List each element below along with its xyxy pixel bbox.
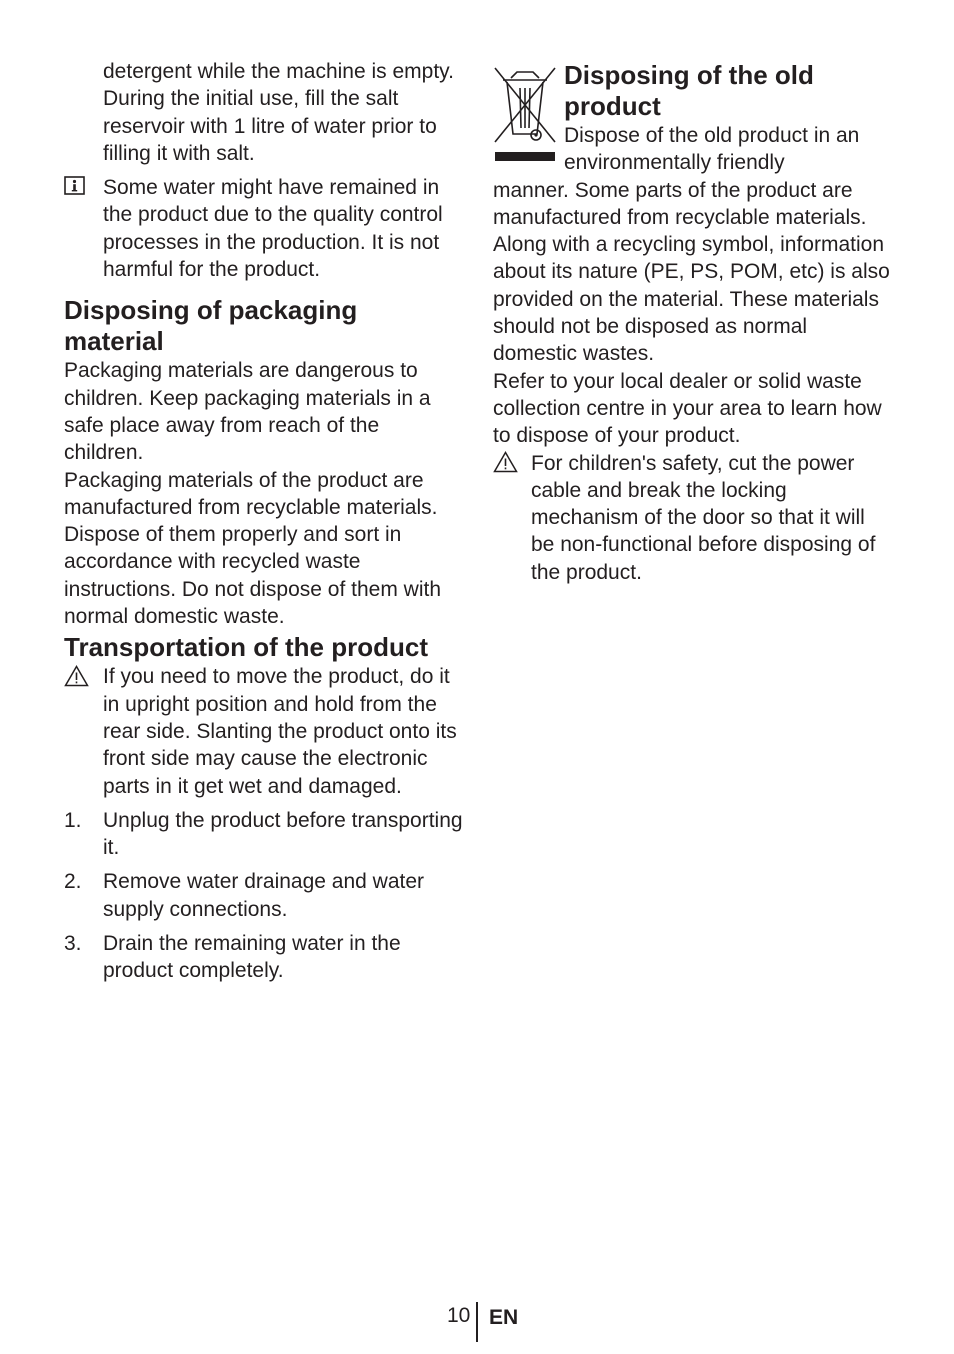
- disposal-paragraph-lead: Dispose of the old product in an environmentally friendly: [564, 124, 860, 175]
- disposal-paragraph-2: Refer to your local dealer or solid waste collection centre in your area to learn how to dispose of your product.: [493, 369, 882, 448]
- packaging-paragraph-1: Packaging materials are dangerous to children. Keep packaging materials in a safe place away from reach of the children.: [64, 359, 431, 465]
- child-safety-warning-text: For children's safety, cut the power cable and break the locking mechanism of the door so that it will be non-functional before disposing of the product.: [531, 451, 876, 584]
- step-number: 1.: [64, 808, 82, 832]
- child-safety-warning: [493, 450, 893, 586]
- disposal-heading: Disposing of the old product: [564, 60, 814, 121]
- left-column: [64, 58, 464, 985]
- step-text: Drain the remaining water in the product completely.: [103, 932, 401, 983]
- packaging-heading: Disposing of packaging material: [64, 295, 358, 357]
- list-item: [64, 930, 464, 985]
- page-number: 10: [447, 1304, 471, 1327]
- info-icon: [64, 176, 85, 200]
- list-item: [64, 807, 464, 862]
- list-item: [64, 868, 464, 923]
- info-note: [64, 174, 464, 283]
- step-text: Unplug the product before transporting it.: [103, 808, 463, 860]
- packaging-paragraph-2: Packaging materials of the product are manufactured from recyclable materials. Dispose of them properly and sort in accordance with recycled waste instructions. Do not dispose of them with normal domestic waste.: [64, 468, 442, 629]
- disposal-paragraph-rest: manner. Some parts of the product are manufactured from recyclable materials. Along with a recycling symbol, information about its nature (PE, PS, POM, etc) is also provided on the material. These materials should not be disposed as normal domestic wastes.: [493, 178, 890, 366]
- continuation-text: detergent while the machine is empty. During the initial use, fill the salt reservoir with 1 litre of water prior to filling it with salt.: [103, 60, 454, 165]
- right-column: [493, 58, 893, 586]
- transport-heading: Transportation of the product: [64, 632, 428, 663]
- transport-warning: [64, 663, 464, 799]
- step-text: Remove water drainage and water supply connections.: [103, 870, 425, 921]
- transport-steps: [64, 807, 464, 985]
- warning-triangle-icon: [64, 665, 89, 692]
- disposal-header: [493, 60, 893, 177]
- crossed-out-wheelie-bin-icon: [493, 66, 557, 169]
- footer-divider: [476, 1302, 478, 1342]
- info-note-text: Some water might have remained in the product due to the quality control processes in the production. It is not harmful for the product.: [103, 176, 443, 282]
- warning-triangle-icon: [493, 451, 518, 478]
- transport-warning-text: If you need to move the product, do it in upright position and hold from the rear side. Slanting the product onto its front side may cause the electronic parts in it get wet and damaged.: [103, 665, 457, 798]
- step-number: 3.: [64, 932, 82, 956]
- step-number: 2.: [64, 870, 82, 894]
- language-code: EN: [489, 1306, 519, 1329]
